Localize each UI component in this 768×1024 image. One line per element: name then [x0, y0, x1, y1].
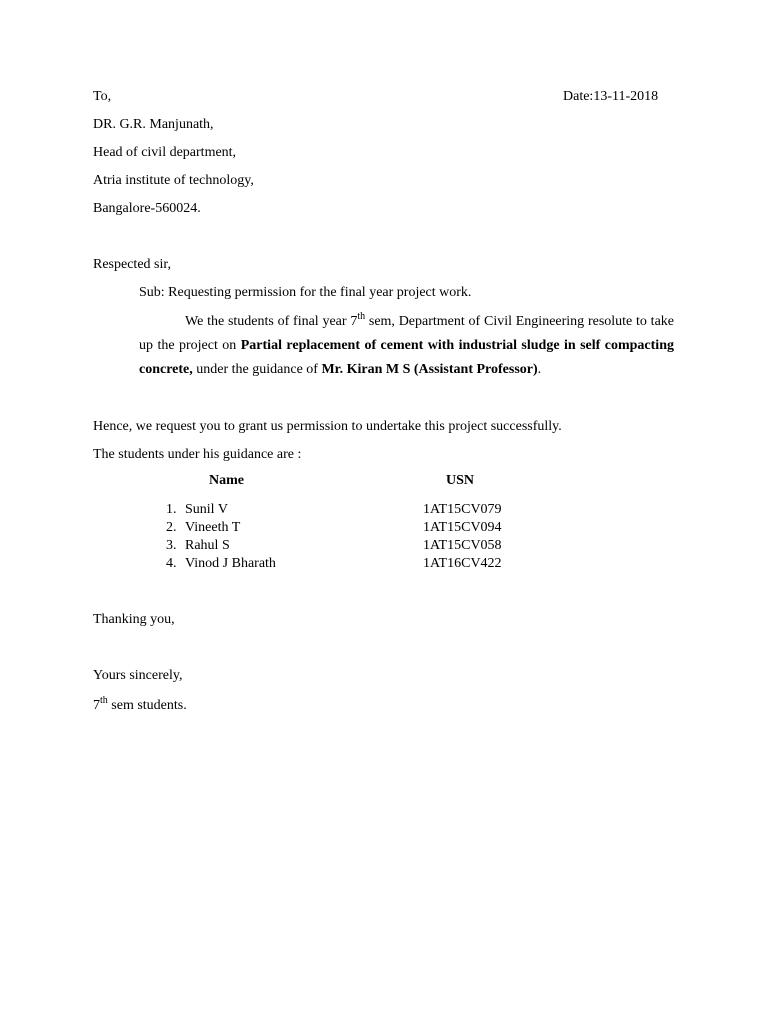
body-text-1: We the students of final year 7	[185, 314, 358, 329]
guide-name: Mr. Kiran M S (Assistant Professor)	[321, 362, 538, 377]
closing-thanks: Thanking you,	[93, 612, 175, 627]
student-name: Vinod J Bharath	[185, 556, 276, 571]
body-text-2: sem, Department of Civil Engineering resolute to take up the project on	[139, 314, 675, 353]
signature-prefix: 7	[93, 698, 100, 713]
closing-yours: Yours sincerely,	[93, 668, 183, 683]
letter-date: Date:13-11-2018	[563, 89, 659, 104]
student-usn: 1AT15CV058	[423, 538, 502, 553]
signature-line	[93, 697, 187, 714]
table-row	[166, 555, 566, 573]
request-line: Hence, we request you to grant us permission to undertake this project successfully.	[93, 419, 562, 434]
student-usn: 1AT15CV094	[423, 520, 502, 535]
student-usn: 1AT16CV422	[423, 556, 502, 571]
student-name: Vineeth T	[185, 520, 241, 535]
student-name: Sunil V	[185, 502, 228, 517]
subject-line: Sub: Requesting permission for the final year project work.	[139, 285, 472, 300]
row-number: 4.	[166, 556, 177, 571]
recipient-institution: Atria institute of technology,	[93, 173, 254, 188]
table-header-name: Name	[209, 473, 244, 488]
body-text-4: .	[537, 362, 542, 377]
project-title: Partial replacement of cement with industrial sludge in self compacting concrete,	[139, 338, 674, 377]
recipient-designation: Head of civil department,	[93, 145, 237, 160]
salutation: Respected sir,	[93, 257, 171, 272]
recipient-name: DR. G.R. Manjunath,	[93, 117, 214, 132]
table-row	[166, 537, 566, 555]
signature-suffix: sem students.	[107, 698, 187, 713]
recipient-city: Bangalore-560024.	[93, 201, 201, 216]
student-usn: 1AT15CV079	[423, 502, 502, 517]
students-intro: The students under his guidance are :	[93, 447, 302, 462]
signature-sup: th	[100, 695, 108, 706]
body-text-3: under the guidance of	[192, 362, 322, 377]
body-paragraph	[139, 310, 674, 382]
superscript-th: th	[357, 311, 366, 322]
table-header-usn: USN	[446, 473, 475, 488]
row-number: 1.	[166, 502, 177, 517]
row-number: 2.	[166, 520, 177, 535]
row-number: 3.	[166, 538, 177, 553]
student-name: Rahul S	[185, 538, 230, 553]
to-label: To,	[93, 89, 112, 104]
table-row	[166, 501, 566, 519]
table-row	[166, 519, 566, 537]
